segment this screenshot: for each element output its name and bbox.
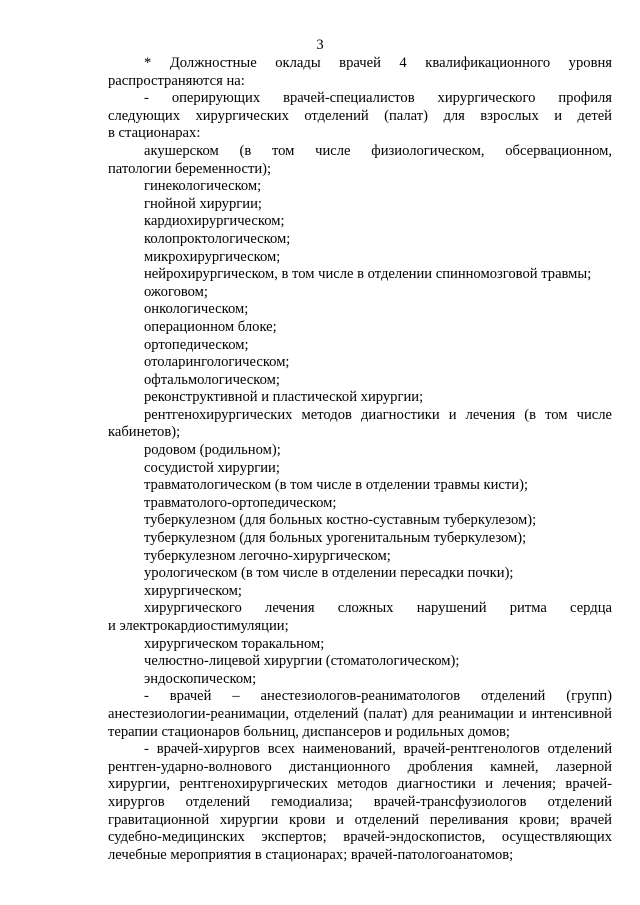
text-line: операционном блоке; — [144, 318, 277, 335]
text-line: реконструктивной и пластической хирургии; — [144, 389, 424, 406]
text-line: челюстно-лицевой хирургии (стоматологическом); — [144, 653, 460, 670]
text-line: урологическом (в том числе в отделении пересадки почки); — [144, 565, 514, 582]
text-line: ожоговом; — [144, 283, 208, 300]
text-line: лечебные мероприятия в стационарах; врачей-патологоанатомов; — [108, 846, 514, 863]
text-line: хирургическом; — [144, 582, 242, 599]
text-line: ортопедическом; — [144, 336, 249, 353]
text-line: и электрокардиостимуляции; — [108, 618, 289, 634]
text-line: анестезиологии-реанимации, отделений (палат) для реанимации и интенсивной — [108, 705, 612, 722]
text-line: кардиохирургическом; — [144, 213, 285, 230]
text-line: хирургии, рентгенохирургических методов диагностики и лечения; врачей- — [108, 776, 612, 793]
text-line: туберкулезном (для больных костно-суставным туберкулезом); — [144, 512, 537, 529]
page-number: 3 — [316, 37, 324, 53]
text-line: гнойной хирургии; — [144, 195, 262, 212]
text-line: акушерском (в том числе физиологическом, обсервационном, — [144, 142, 612, 159]
text-line: туберкулезном (для больных урогенитальным туберкулезом); — [144, 530, 527, 547]
text-line: хирургическом торакальном; — [144, 635, 325, 652]
text-line: онкологическом; — [144, 301, 249, 318]
text-line: - врачей-хирургов всех наименований, врачей-рентгенологов отделений — [144, 741, 612, 758]
text-line: гинекологическом; — [144, 178, 262, 195]
text-line: - врачей – анестезиологов-реаниматологов отделений (групп) — [144, 688, 612, 705]
text-line: гравитационной хирургии крови и отделений переливания крови; врачей — [108, 811, 612, 828]
text-line: следующих хирургических отделений (палат) для взрослых и детей — [108, 107, 612, 124]
text-line: судебно-медицинских экспертов; врачей-эндоскопистов, осуществляющих — [108, 829, 612, 846]
text-line: в стационарах: — [108, 125, 201, 142]
text-line: распространяются на: — [108, 72, 245, 89]
document-body — [108, 55, 612, 864]
text-line: травматолого-ортопедическом; — [144, 494, 337, 511]
text-line: эндоскопическом; — [144, 670, 257, 687]
text-line: сосудистой хирургии; — [144, 459, 280, 476]
text-line: * Должностные оклады врачей 4 квалификационного уровня — [144, 55, 612, 71]
text-line: офтальмологическом; — [144, 371, 280, 388]
text-line: родовом (родильном); — [144, 442, 281, 459]
text-line: травматологическом (в том числе в отделении травмы кисти); — [144, 477, 529, 494]
text-line: кабинетов); — [108, 424, 181, 441]
text-line: туберкулезном легочно-хирургическом; — [144, 547, 391, 564]
text-line: терапии стационаров больниц, диспансеров и родильных домов; — [108, 723, 510, 740]
text-line: микрохирургическом; — [144, 248, 281, 265]
text-line: рентгенохирургических методов диагностики и лечения (в том числе — [144, 406, 612, 423]
text-line: рентген-ударно-волнового дистанционного дробления камней, лазерной — [108, 758, 612, 775]
text-line: хирургического лечения сложных нарушений ритма сердца — [144, 600, 612, 617]
text-line: - оперирующих врачей-специалистов хирургического профиля — [144, 90, 612, 107]
text-line: хирургов отделений гемодиализа; врачей-трансфузиологов отделений — [108, 793, 612, 810]
text-line: отоларингологическом; — [144, 354, 290, 371]
text-line: колопроктологическом; — [144, 230, 291, 247]
text-line: нейрохирургическом, в том числе в отделении спинномозговой травмы; — [144, 266, 592, 283]
text-line: патологии беременности); — [108, 160, 272, 177]
